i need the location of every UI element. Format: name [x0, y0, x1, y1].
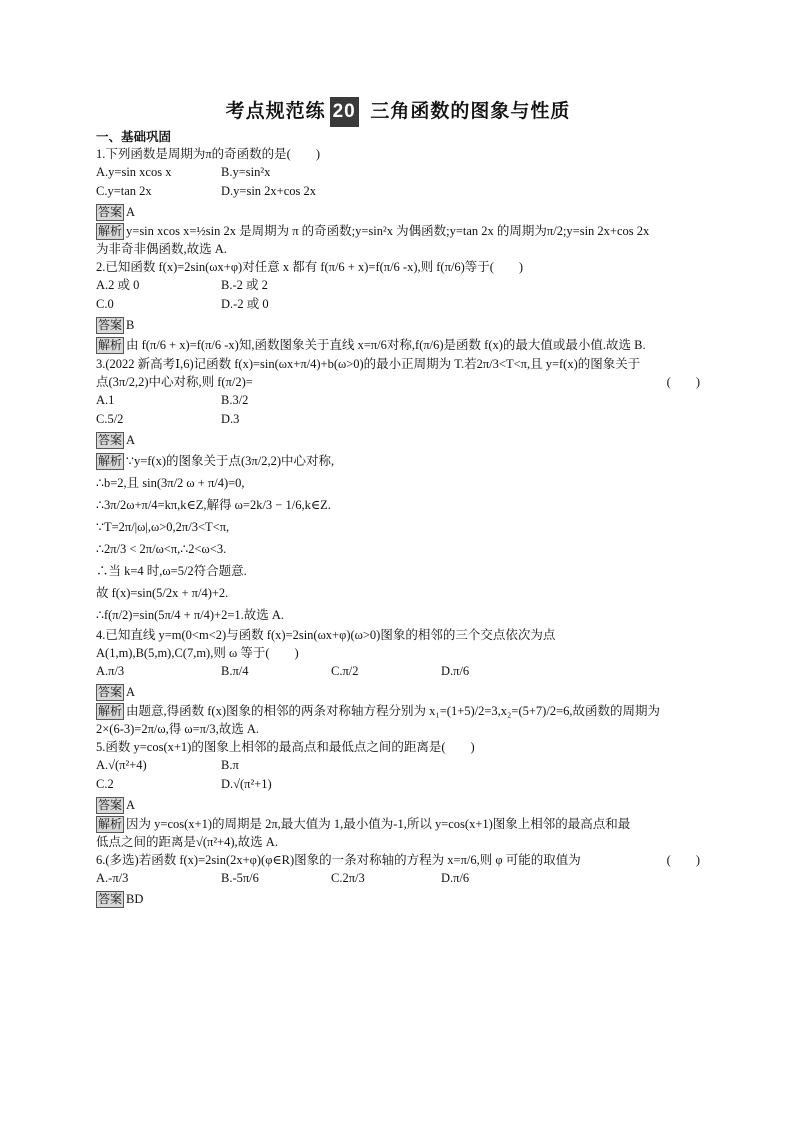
options-row	[96, 295, 700, 314]
options-row	[96, 163, 700, 182]
option-c: C.2π/3	[331, 871, 365, 885]
analysis-text: y=sin xcos x=½sin 2x 是周期为 π 的奇函数;y=sin²x 为偶函数;y=tan 2x 的周期为π/2;y=sin 2x+cos 2x	[126, 224, 650, 238]
analysis-text: 为非奇非偶函数,故选 A.	[96, 242, 227, 256]
answer-value: A	[126, 433, 136, 447]
analysis-tag: 解析	[98, 454, 123, 468]
options-row	[96, 756, 700, 775]
analysis-tag: 解析	[98, 817, 123, 831]
option-d: D.3	[221, 412, 240, 426]
analysis-block	[96, 222, 700, 258]
option-d: D.√(π²+1)	[221, 777, 272, 791]
option-b: B.y=sin²x	[221, 165, 271, 179]
analysis-block	[96, 335, 700, 355]
analysis-step: ∴当 k=4 时,ω=5/2符合题意.	[96, 564, 247, 578]
option-a: A.1	[96, 393, 115, 407]
answer-row	[96, 202, 700, 222]
question-4	[96, 626, 700, 738]
option-a: A.-π/3	[96, 871, 129, 885]
question-stem: 1.下列函数是周期为π的奇函数的是( )	[96, 147, 321, 161]
analysis-text: 低点之间的距离是√(π²+4),故选 A.	[96, 835, 278, 849]
title-number-badge: 20	[330, 97, 359, 127]
answer-tag: 答案	[98, 892, 123, 906]
question-stem: 3.(2022 新高考Ⅰ,6)记函数 f(x)=sin(ωx+π/4)+b(ω>0)的最小正周期为 T.若2π/3<T<π,且 y=f(x)的图象关于	[96, 357, 641, 371]
analysis-text: 由题意,得函数 f(x)图象的相邻的两条对称轴方程分别为 x₁=(1+5)/2=3,x₂=(5+7)/2=6,故函数的周期为	[126, 704, 660, 718]
option-a: A.√(π²+4)	[96, 758, 147, 772]
option-b: B.π	[221, 758, 239, 772]
analysis-block	[96, 702, 700, 738]
question-stem: 5.函数 y=cos(x+1)的图象上相邻的最高点和最低点之间的距离是( )	[96, 740, 475, 754]
options-row	[96, 391, 700, 410]
analysis-text: 因为 y=cos(x+1)的周期是 2π,最大值为 1,最小值为-1,所以 y=cos(x+1)图象上相邻的最高点和最	[126, 817, 631, 831]
answer-value: A	[126, 798, 136, 812]
option-c: C.0	[96, 297, 114, 311]
analysis-step: ∴2π/3 < 2π/ω<π,∴2<ω<3.	[96, 542, 227, 556]
option-c: C.2	[96, 777, 114, 791]
answer-row	[96, 889, 700, 909]
answer-value: A	[126, 205, 136, 219]
worksheet-page	[96, 96, 700, 909]
analysis-tag: 解析	[98, 338, 123, 352]
option-c: C.y=tan 2x	[96, 184, 152, 198]
analysis-text: 2×(6-3)=2π/ω,得 ω=π/3,故选 A.	[96, 722, 260, 736]
analysis-step: ∵T=2π/|ω|,ω>0,2π/3<T<π,	[96, 520, 230, 534]
question-stem-text: 6.(多选)若函数 f(x)=2sin(2x+φ)(φ∈R)图象的一条对称轴的方程为 x=π/6,则 φ 可能的取值为	[96, 853, 581, 867]
answer-row	[96, 315, 700, 335]
question-1	[96, 145, 700, 258]
analysis-block	[96, 450, 700, 626]
answer-tag: 答案	[98, 318, 123, 332]
answer-value: BD	[126, 892, 144, 906]
question-stem: 2.已知函数 f(x)=2sin(ωx+φ)对任意 x 都有 f(π/6 + x)=f(π/6 -x),则 f(π/6)等于( )	[96, 260, 524, 274]
analysis-step: ∴f(π/2)=sin(5π/4 + π/4)+2=1.故选 A.	[96, 608, 285, 622]
section-heading: 一、基础巩固	[96, 129, 172, 144]
option-d: D.-2 或 0	[221, 297, 269, 311]
title-prefix: 考点规范练	[225, 100, 326, 122]
option-b: B.-2 或 2	[221, 278, 268, 292]
option-d: D.y=sin 2x+cos 2x	[221, 184, 317, 198]
analysis-step: ∴3π/2ω+π/4=kπ,k∈Z,解得 ω=2k/3 − 1/6,k∈Z.	[96, 498, 331, 512]
question-5	[96, 738, 700, 851]
option-d: D.π/6	[441, 664, 470, 678]
answer-row	[96, 430, 700, 450]
option-b: B.π/4	[221, 664, 249, 678]
options-row	[96, 276, 700, 295]
question-stem: 4.已知直线 y=m(0<m<2)与函数 f(x)=2sin(ωx+φ)(ω>0)图象的相邻的三个交点依次为点	[96, 628, 556, 642]
option-d: D.π/6	[441, 871, 470, 885]
answer-tag: 答案	[98, 685, 123, 699]
option-b: B.3/2	[221, 393, 249, 407]
option-a: A.2 或 0	[96, 278, 140, 292]
options-row	[96, 662, 700, 681]
answer-tag: 答案	[98, 205, 123, 219]
question-stem	[96, 851, 700, 869]
question-stem-cont	[96, 373, 700, 391]
analysis-tag: 解析	[98, 704, 123, 718]
analysis-block	[96, 815, 700, 851]
analysis-step: 故 f(x)=sin(5/2x + π/4)+2.	[96, 586, 229, 600]
question-stem-text: 点(3π/2,2)中心对称,则 f(π/2)=	[96, 375, 253, 389]
question-stem-cont: A(1,m),B(5,m),C(7,m),则 ω 等于( )	[96, 646, 299, 660]
question-6	[96, 851, 700, 909]
answer-row	[96, 795, 700, 815]
answer-paren: ( )	[666, 853, 700, 867]
title-suffix: 三角函数的图象与性质	[370, 100, 571, 122]
analysis-tag: 解析	[98, 224, 123, 238]
answer-row	[96, 682, 700, 702]
answer-tag: 答案	[98, 798, 123, 812]
option-a: A.y=sin xcos x	[96, 165, 172, 179]
options-row	[96, 869, 700, 888]
analysis-step: ∴b=2,且 sin(3π/2 ω + π/4)=0,	[96, 476, 245, 490]
answer-value: B	[126, 318, 135, 332]
options-row	[96, 775, 700, 794]
analysis-text: 由 f(π/6 + x)=f(π/6 -x)知,函数图象关于直线 x=π/6对称,f(π/6)是函数 f(x)的最大值或最小值.故选 B.	[126, 338, 646, 352]
option-b: B.-5π/6	[221, 871, 259, 885]
option-a: A.π/3	[96, 664, 125, 678]
answer-paren: ( )	[666, 375, 700, 389]
answer-value: A	[126, 685, 136, 699]
analysis-step: ∵y=f(x)的图象关于点(3π/2,2)中心对称,	[126, 454, 335, 468]
option-c: C.5/2	[96, 412, 124, 426]
answer-tag: 答案	[98, 433, 123, 447]
options-row	[96, 182, 700, 201]
options-row	[96, 410, 700, 429]
option-c: C.π/2	[331, 664, 359, 678]
page-title	[96, 96, 700, 126]
question-3	[96, 355, 700, 626]
question-2	[96, 258, 700, 355]
